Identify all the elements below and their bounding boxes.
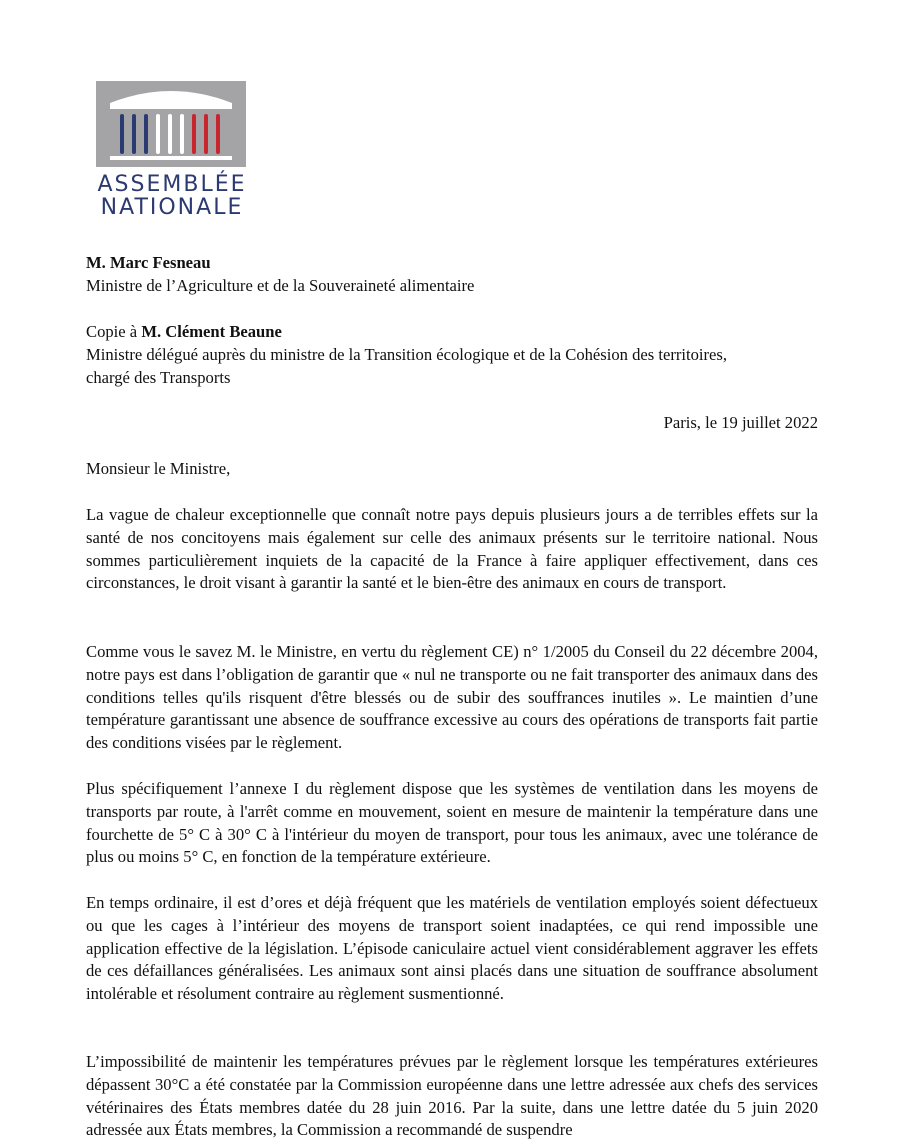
salutation: Monsieur le Ministre, <box>86 459 231 478</box>
logo-line-2: NATIONALE <box>100 195 244 220</box>
assemblee-nationale-logo <box>96 81 248 219</box>
recipient-block <box>86 252 818 298</box>
paragraph-4: En temps ordinaire, il est d’ores et déjà fréquent que les matériels de ventilation employés soient défectueux ou que les cages à l’intérieur des moyens de transport soient inadaptées, ce qui rend impossible une application effective de la législation. L’épisode caniculaire actuel vient considérablement aggraver les effets de ces défaillances généralisées. Les animaux sont ainsi placés dans une situation de souffrance absolument intolérable et résolument contraire au règlement susmentionné. <box>86 893 818 1004</box>
logo-line-1: ASSEMBLÉE <box>97 172 247 197</box>
copy-title-line-1: Ministre délégué auprès du ministre de la Transition écologique et de la Cohésion des territoires, <box>86 344 728 364</box>
letter-date: Paris, le 19 juillet 2022 <box>663 413 818 432</box>
paragraph-1: La vague de chaleur exceptionnelle que connaît notre pays depuis plusieurs jours a de terribles effets sur la santé de nos concitoyens mais également sur celle des animaux présents sur le territoire national. Nous sommes particulièrement inquiets de la capacité de la France à faire appliquer effectivement, dans ces circonstances, le droit visant à garantir la santé et le bien-être des animaux en cours de transport. <box>86 505 818 593</box>
copy-prefix: Copie à <box>86 322 142 341</box>
paragraph-2: Comme vous le savez M. le Ministre, en vertu du règlement CE) n° 1/2005 du Conseil du 22 décembre 2004, notre pays est dans l’obligation de garantir que « nul ne transporte ou ne fait transporter des animaux dans des conditions telles qu'ils risquent d'être blessés ou de subir des souffrances inutiles ». Le maintien d’une température garantissant une absence de souffrance excessive au cours des opérations de transports fait partie des conditions visées par le règlement. <box>86 642 818 753</box>
copy-block <box>86 321 818 389</box>
paragraph-3: Plus spécifiquement l’annexe I du règlement dispose que les systèmes de ventilation dans les moyens de transports par route, à l'arrêt comme en mouvement, soient en mesure de maintenir la température dans une fourchette de 5° C à 30° C à l'intérieur du moyen de transport, pour tous les animaux, avec une tolérance de plus ou moins 5° C, en fonction de la température extérieure. <box>86 779 818 867</box>
copy-line <box>86 321 818 344</box>
logo-wordmark <box>96 173 248 219</box>
copy-title-line-2: chargé des Transports <box>86 367 231 387</box>
hemicycle-emblem <box>96 81 246 167</box>
paragraph-5: L’impossibilité de maintenir les températures prévues par le règlement lorsque les températures extérieures dépassent 30°C a été constatée par la Commission européenne dans une lettre adressée aux chefs des services vétérinaires des États membres datée du 28 juin 2016. Par la suite, dans une lettre datée du 5 juin 2020 adressée aux États membres, la Commission a recommandé de suspendre <box>86 1052 818 1140</box>
recipient-title: Ministre de l’Agriculture et de la Souveraineté alimentaire <box>86 275 475 295</box>
copy-name: M. Clément Beaune <box>141 322 282 341</box>
recipient-name: M. Marc Fesneau <box>86 253 211 272</box>
